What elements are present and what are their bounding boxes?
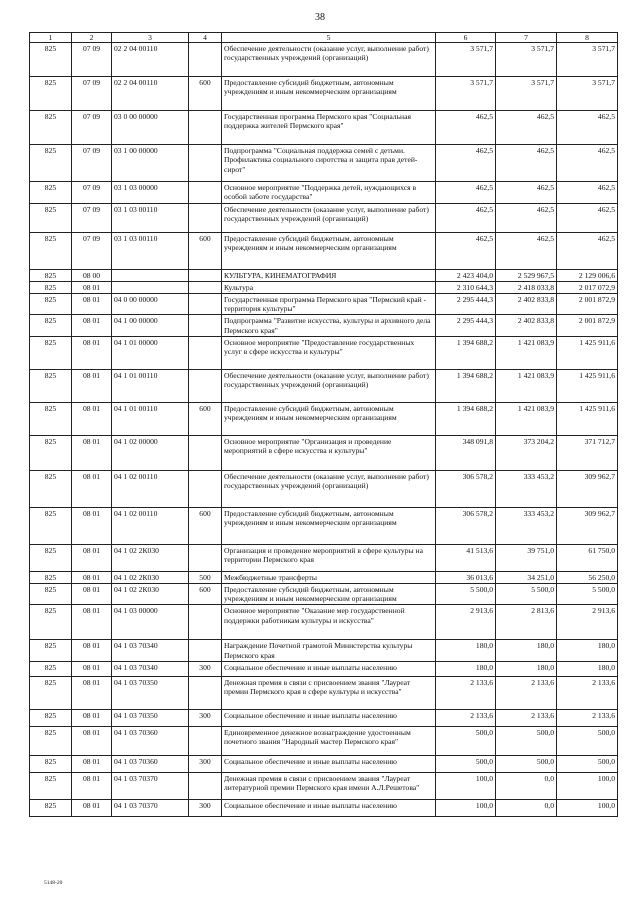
col-target-code: 04 1 02 00110 [112, 470, 189, 507]
col-target-code: 03 1 03 00110 [112, 232, 189, 269]
col-region-code: 825 [30, 281, 72, 293]
col-amount-2: 500,0 [496, 726, 557, 755]
col-section-code: 07 09 [72, 111, 112, 145]
table-row [30, 772, 618, 799]
col-amount-1: 462,5 [436, 232, 496, 269]
col-target-code: 04 1 03 70370 [112, 772, 189, 799]
table-row [30, 269, 618, 281]
col-amount-1: 1 394 688,2 [436, 402, 496, 435]
col-region-code: 825 [30, 315, 72, 336]
col-expense-type [189, 145, 222, 182]
col-amount-1: 2 133,6 [436, 676, 496, 709]
col-target-code: 03 1 03 00000 [112, 182, 189, 203]
col-amount-3: 2 133,6 [557, 676, 618, 709]
col-name: Подпрограмма "Социальная поддержка семей с детьми. Профилактика социального сиротства и защита прав детей-сирот" [222, 145, 436, 182]
table-row [30, 470, 618, 507]
col-expense-type: 600 [189, 77, 222, 111]
table-row [30, 294, 618, 315]
col-section-code: 08 01 [72, 435, 112, 470]
column-header: 7 [496, 33, 557, 43]
col-section-code: 08 01 [72, 336, 112, 369]
col-target-code: 04 1 03 70350 [112, 709, 189, 726]
col-amount-1: 2 295 444,3 [436, 294, 496, 315]
col-amount-2: 1 421 083,9 [496, 402, 557, 435]
col-target-code: 03 0 00 00000 [112, 111, 189, 145]
col-amount-1: 180,0 [436, 661, 496, 676]
col-region-code: 825 [30, 676, 72, 709]
col-amount-2: 3 571,7 [496, 43, 557, 77]
col-target-code: 04 1 02 2К030 [112, 571, 189, 583]
col-amount-3: 462,5 [557, 182, 618, 203]
col-expense-type [189, 203, 222, 232]
col-expense-type [189, 111, 222, 145]
col-region-code: 825 [30, 43, 72, 77]
col-section-code: 08 01 [72, 281, 112, 293]
col-name: Социальное обеспечение и иные выплаты населению [222, 755, 436, 772]
col-section-code: 08 01 [72, 571, 112, 583]
col-amount-2: 462,5 [496, 145, 557, 182]
col-region-code: 825 [30, 584, 72, 605]
col-amount-1: 500,0 [436, 726, 496, 755]
col-section-code: 08 01 [72, 294, 112, 315]
col-region-code: 825 [30, 640, 72, 661]
table-row [30, 799, 618, 816]
col-amount-3: 2 913,6 [557, 605, 618, 640]
col-amount-2: 2 813,6 [496, 605, 557, 640]
col-target-code: 04 0 00 00000 [112, 294, 189, 315]
col-amount-2: 0,0 [496, 799, 557, 816]
col-amount-2: 2 133,6 [496, 709, 557, 726]
col-amount-2: 34 251,0 [496, 571, 557, 583]
col-section-code: 08 01 [72, 470, 112, 507]
table-row [30, 709, 618, 726]
col-region-code: 825 [30, 772, 72, 799]
col-amount-2: 462,5 [496, 111, 557, 145]
col-section-code: 07 09 [72, 145, 112, 182]
table-row [30, 605, 618, 640]
col-amount-1: 1 394 688,2 [436, 336, 496, 369]
col-section-code: 08 01 [72, 709, 112, 726]
col-expense-type: 600 [189, 507, 222, 544]
col-name: Денежная премия в связи с присвоением звания "Лауреат премии Пермского края в сфере культуры и искусства" [222, 676, 436, 709]
col-name: Основное мероприятие "Оказание мер государственной поддержки работникам культуры и искусства" [222, 605, 436, 640]
col-expense-type [189, 336, 222, 369]
col-amount-2: 39 751,0 [496, 544, 557, 571]
col-expense-type [189, 315, 222, 336]
col-expense-type [189, 294, 222, 315]
col-name: Социальное обеспечение и иные выплаты населению [222, 799, 436, 816]
col-section-code: 08 01 [72, 640, 112, 661]
col-name: Единовременное денежное вознаграждение удостоенным почетного звания "Народный мастер Пермского края" [222, 726, 436, 755]
col-amount-3: 2 133,6 [557, 709, 618, 726]
col-region-code: 825 [30, 77, 72, 111]
col-target-code [112, 269, 189, 281]
col-region-code: 825 [30, 755, 72, 772]
table-row [30, 584, 618, 605]
col-region-code: 825 [30, 203, 72, 232]
col-amount-2: 2 418 033,8 [496, 281, 557, 293]
col-target-code: 04 1 03 70350 [112, 676, 189, 709]
col-expense-type [189, 281, 222, 293]
col-amount-1: 5 500,0 [436, 584, 496, 605]
col-target-code: 03 1 00 00000 [112, 145, 189, 182]
col-target-code: 04 1 01 00000 [112, 336, 189, 369]
col-amount-1: 41 513,6 [436, 544, 496, 571]
col-amount-3: 2 017 072,9 [557, 281, 618, 293]
col-amount-3: 180,0 [557, 640, 618, 661]
col-expense-type [189, 43, 222, 77]
col-region-code: 825 [30, 232, 72, 269]
col-amount-3: 2 001 872,9 [557, 294, 618, 315]
col-amount-3: 100,0 [557, 799, 618, 816]
col-region-code: 825 [30, 709, 72, 726]
col-target-code: 04 1 03 00000 [112, 605, 189, 640]
col-name: Предоставление субсидий бюджетным, автономным учреждениям и иным некоммерческим организациям [222, 507, 436, 544]
col-amount-3: 309 962,7 [557, 470, 618, 507]
col-amount-2: 2 529 967,5 [496, 269, 557, 281]
col-name: Основное мероприятие "Организация и проведение мероприятий в сфере искусства и культуры" [222, 435, 436, 470]
col-name: Обеспечение деятельности (оказание услуг, выполнение работ) государственных учреждений (организаций) [222, 43, 436, 77]
col-expense-type [189, 269, 222, 281]
col-section-code: 08 01 [72, 755, 112, 772]
col-expense-type [189, 640, 222, 661]
col-region-code: 825 [30, 336, 72, 369]
col-amount-1: 100,0 [436, 772, 496, 799]
col-amount-1: 180,0 [436, 640, 496, 661]
col-amount-3: 462,5 [557, 111, 618, 145]
col-region-code: 825 [30, 571, 72, 583]
col-target-code: 02 2 04 00110 [112, 43, 189, 77]
col-region-code: 825 [30, 470, 72, 507]
col-section-code: 08 01 [72, 799, 112, 816]
col-region-code: 825 [30, 544, 72, 571]
table-row [30, 145, 618, 182]
col-section-code: 08 01 [72, 402, 112, 435]
col-section-code: 08 01 [72, 772, 112, 799]
col-amount-1: 100,0 [436, 799, 496, 816]
col-region-code: 825 [30, 369, 72, 402]
col-expense-type [189, 435, 222, 470]
col-amount-3: 100,0 [557, 772, 618, 799]
col-target-code: 04 1 01 00110 [112, 369, 189, 402]
col-amount-3: 2 129 006,6 [557, 269, 618, 281]
col-region-code: 825 [30, 111, 72, 145]
col-amount-3: 5 500,0 [557, 584, 618, 605]
table-row [30, 571, 618, 583]
col-amount-1: 2 133,6 [436, 709, 496, 726]
header-row [30, 33, 618, 43]
table-row [30, 640, 618, 661]
col-amount-2: 333 453,2 [496, 507, 557, 544]
column-header: 3 [112, 33, 189, 43]
col-section-code: 07 09 [72, 182, 112, 203]
col-expense-type: 500 [189, 571, 222, 583]
table-row [30, 182, 618, 203]
col-target-code: 04 1 00 00000 [112, 315, 189, 336]
col-expense-type [189, 726, 222, 755]
col-amount-2: 462,5 [496, 232, 557, 269]
footer-code: 5148-20 [44, 880, 63, 886]
col-section-code: 08 00 [72, 269, 112, 281]
col-amount-3: 462,5 [557, 145, 618, 182]
col-amount-1: 36 013,6 [436, 571, 496, 583]
col-amount-1: 462,5 [436, 111, 496, 145]
col-amount-3: 3 571,7 [557, 43, 618, 77]
col-name: Предоставление субсидий бюджетным, автономным учреждениям и иным некоммерческим организациям [222, 402, 436, 435]
table-row [30, 369, 618, 402]
col-section-code: 08 01 [72, 507, 112, 544]
column-header: 6 [436, 33, 496, 43]
table-row [30, 315, 618, 336]
col-amount-2: 180,0 [496, 640, 557, 661]
col-section-code: 07 09 [72, 203, 112, 232]
col-target-code: 04 1 03 70340 [112, 661, 189, 676]
table-row [30, 544, 618, 571]
col-name: Основное мероприятие "Поддержка детей, нуждающихся в особой заботе государства" [222, 182, 436, 203]
col-amount-1: 1 394 688,2 [436, 369, 496, 402]
table-row [30, 755, 618, 772]
table-row [30, 661, 618, 676]
col-amount-2: 180,0 [496, 661, 557, 676]
col-amount-1: 348 091,8 [436, 435, 496, 470]
col-amount-3: 1 425 911,6 [557, 369, 618, 402]
col-amount-2: 333 453,2 [496, 470, 557, 507]
col-section-code: 08 01 [72, 605, 112, 640]
table-body [30, 43, 618, 817]
col-region-code: 825 [30, 294, 72, 315]
col-amount-3: 61 750,0 [557, 544, 618, 571]
col-expense-type [189, 772, 222, 799]
col-amount-2: 2 133,6 [496, 676, 557, 709]
column-header: 8 [557, 33, 618, 43]
col-expense-type: 600 [189, 232, 222, 269]
col-name: Социальное обеспечение и иные выплаты населению [222, 709, 436, 726]
col-amount-3: 1 425 911,6 [557, 402, 618, 435]
table-row [30, 726, 618, 755]
table-row [30, 507, 618, 544]
col-region-code: 825 [30, 182, 72, 203]
col-amount-3: 3 571,7 [557, 77, 618, 111]
column-header: 1 [30, 33, 72, 43]
col-name: Подпрограмма "Развитие искусства, культуры и архивного дела Пермского края" [222, 315, 436, 336]
column-header: 2 [72, 33, 112, 43]
col-target-code: 04 1 03 70360 [112, 726, 189, 755]
col-amount-2: 2 402 833,8 [496, 294, 557, 315]
col-amount-2: 462,5 [496, 203, 557, 232]
col-region-code: 825 [30, 269, 72, 281]
col-amount-3: 371 712,7 [557, 435, 618, 470]
col-name: Государственная программа Пермского края "Пермский край - территория культуры" [222, 294, 436, 315]
col-amount-1: 500,0 [436, 755, 496, 772]
col-amount-1: 3 571,7 [436, 77, 496, 111]
col-amount-3: 309 962,7 [557, 507, 618, 544]
col-amount-2: 3 571,7 [496, 77, 557, 111]
table-row [30, 77, 618, 111]
col-amount-1: 2 913,6 [436, 605, 496, 640]
col-amount-2: 1 421 083,9 [496, 369, 557, 402]
col-amount-1: 462,5 [436, 182, 496, 203]
column-header: 5 [222, 33, 436, 43]
table-row [30, 336, 618, 369]
col-expense-type: 600 [189, 584, 222, 605]
col-amount-2: 0,0 [496, 772, 557, 799]
col-amount-1: 462,5 [436, 203, 496, 232]
col-name: Культура [222, 281, 436, 293]
col-expense-type [189, 605, 222, 640]
col-amount-2: 500,0 [496, 755, 557, 772]
col-section-code: 08 01 [72, 369, 112, 402]
col-section-code: 08 01 [72, 661, 112, 676]
col-section-code: 08 01 [72, 726, 112, 755]
col-region-code: 825 [30, 661, 72, 676]
col-amount-1: 2 310 644,3 [436, 281, 496, 293]
col-target-code: 04 1 03 70340 [112, 640, 189, 661]
col-name: Обеспечение деятельности (оказание услуг, выполнение работ) государственных учреждений (организаций) [222, 203, 436, 232]
col-amount-1: 306 578,2 [436, 507, 496, 544]
col-section-code: 07 09 [72, 232, 112, 269]
col-target-code: 04 1 02 00110 [112, 507, 189, 544]
col-expense-type [189, 470, 222, 507]
col-expense-type: 300 [189, 661, 222, 676]
col-target-code: 03 1 03 00110 [112, 203, 189, 232]
col-amount-1: 2 295 444,3 [436, 315, 496, 336]
col-amount-2: 373 204,2 [496, 435, 557, 470]
col-expense-type [189, 182, 222, 203]
col-amount-2: 2 402 833,8 [496, 315, 557, 336]
col-region-code: 825 [30, 435, 72, 470]
col-section-code: 08 01 [72, 315, 112, 336]
table-row [30, 111, 618, 145]
col-name: Предоставление субсидий бюджетным, автономным учреждениям и иным некоммерческим организациям [222, 232, 436, 269]
col-name: Обеспечение деятельности (оказание услуг, выполнение работ) государственных учреждений (организаций) [222, 369, 436, 402]
col-region-code: 825 [30, 507, 72, 544]
col-target-code: 04 1 03 70370 [112, 799, 189, 816]
col-expense-type: 300 [189, 709, 222, 726]
table-row [30, 402, 618, 435]
col-amount-3: 500,0 [557, 755, 618, 772]
table-row [30, 203, 618, 232]
column-header: 4 [189, 33, 222, 43]
col-amount-3: 180,0 [557, 661, 618, 676]
col-amount-2: 5 500,0 [496, 584, 557, 605]
col-amount-3: 462,5 [557, 203, 618, 232]
col-name: Награждение Почетной грамотой Министерства культуры Пермского края [222, 640, 436, 661]
col-name: Денежная премия в связи с присвоением звания "Лауреат литературной премии Пермского края имени А.Л.Решетова" [222, 772, 436, 799]
col-expense-type: 600 [189, 402, 222, 435]
col-amount-3: 2 001 872,9 [557, 315, 618, 336]
col-region-code: 825 [30, 402, 72, 435]
col-section-code: 08 01 [72, 544, 112, 571]
col-name: КУЛЬТУРА, КИНЕМАТОГРАФИЯ [222, 269, 436, 281]
table-row [30, 435, 618, 470]
col-target-code: 04 1 03 70360 [112, 755, 189, 772]
table-row [30, 676, 618, 709]
col-expense-type [189, 544, 222, 571]
col-name: Предоставление субсидий бюджетным, автономным учреждениям и иным некоммерческим организациям [222, 584, 436, 605]
col-name: Предоставление субсидий бюджетным, автономным учреждениям и иным некоммерческим организациям [222, 77, 436, 111]
col-amount-1: 3 571,7 [436, 43, 496, 77]
col-target-code: 04 1 01 00110 [112, 402, 189, 435]
col-name: Государственная программа Пермского края "Социальная поддержка жителей Пермского края" [222, 111, 436, 145]
col-region-code: 825 [30, 726, 72, 755]
col-amount-2: 462,5 [496, 182, 557, 203]
col-target-code: 04 1 02 2К030 [112, 584, 189, 605]
col-expense-type: 300 [189, 755, 222, 772]
col-target-code: 04 1 02 2К030 [112, 544, 189, 571]
col-region-code: 825 [30, 799, 72, 816]
col-amount-1: 306 578,2 [436, 470, 496, 507]
col-amount-3: 1 425 911,6 [557, 336, 618, 369]
col-expense-type [189, 676, 222, 709]
budget-table [29, 32, 618, 817]
col-name: Организация и проведение мероприятий в сфере культуры на территории Пермского края [222, 544, 436, 571]
table-row [30, 43, 618, 77]
col-target-code [112, 281, 189, 293]
col-target-code: 02 2 04 00110 [112, 77, 189, 111]
col-expense-type [189, 369, 222, 402]
col-section-code: 08 01 [72, 584, 112, 605]
col-name: Межбюджетные трансферты [222, 571, 436, 583]
col-amount-3: 462,5 [557, 232, 618, 269]
col-amount-3: 56 250,0 [557, 571, 618, 583]
table-row [30, 232, 618, 269]
col-expense-type: 300 [189, 799, 222, 816]
col-target-code: 04 1 02 00000 [112, 435, 189, 470]
page-number: 38 [315, 12, 325, 23]
col-name: Обеспечение деятельности (оказание услуг, выполнение работ) государственных учреждений (организаций) [222, 470, 436, 507]
col-section-code: 07 09 [72, 77, 112, 111]
col-amount-1: 2 423 404,0 [436, 269, 496, 281]
col-region-code: 825 [30, 605, 72, 640]
col-name: Основное мероприятие "Предоставление государственных услуг в сфере искусства и культуры" [222, 336, 436, 369]
col-amount-1: 462,5 [436, 145, 496, 182]
col-name: Социальное обеспечение и иные выплаты населению [222, 661, 436, 676]
col-section-code: 07 09 [72, 43, 112, 77]
col-amount-2: 1 421 083,9 [496, 336, 557, 369]
col-amount-3: 500,0 [557, 726, 618, 755]
col-section-code: 08 01 [72, 676, 112, 709]
col-region-code: 825 [30, 145, 72, 182]
table-row [30, 281, 618, 293]
